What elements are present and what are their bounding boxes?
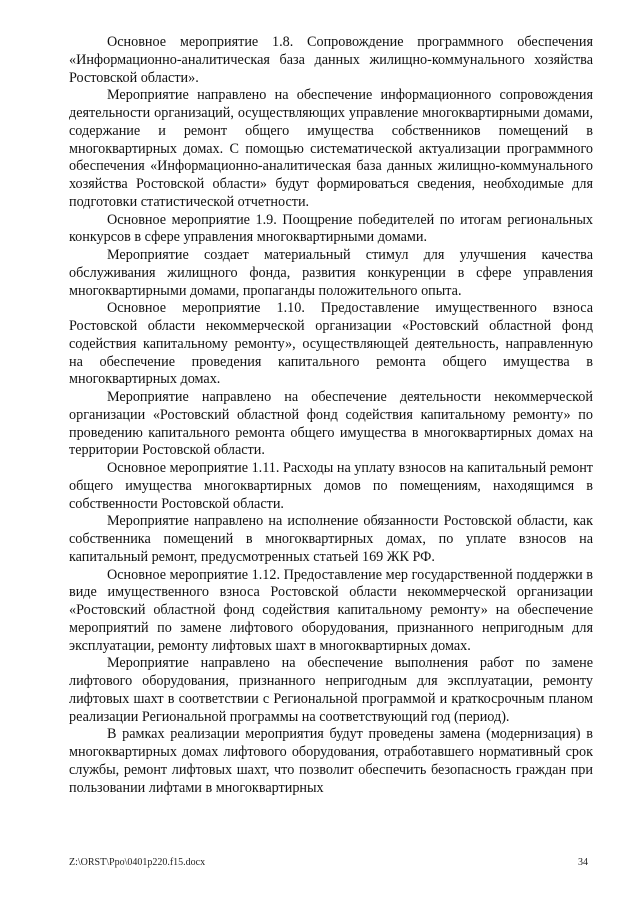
paragraph-measure-1-12-details: В рамках реализации мероприятия будут проведены замена (модернизация) в многоквартирных домах лифтового оборудования, отработавшего нормативный срок службы, ремонт лифтовых шахт, что позволит обеспечить безопасность граждан при пользовании лифтами в многоквартирных (69, 726, 593, 796)
paragraph-measure-1-11-description: Мероприятие направлено на исполнение обязанности Ростовской области, как собственника помещений в многоквартирных домах, по уплате взносов на капитальный ремонт, предусмотренных статьей 169 ЖК РФ. (69, 513, 593, 565)
paragraph-measure-1-8-description: Мероприятие направлено на обеспечение информационного сопровождения деятельности организаций, осуществляющих управление многоквартирными домами, содержание и ремонт общего имущества собственников помещений в многоквартирных домах. С помощью систематической актуализации программного обеспечения «Информационно-аналитическая база данных жилищно-коммунального хозяйства Ростовской области» будут формироваться сведения, необходимые для подготовки статистической отчетности. (69, 87, 593, 210)
paragraph-measure-1-12-description: Мероприятие направлено на обеспечение выполнения работ по замене лифтового оборудования, признанного непригодным для эксплуатации, ремонту лифтовых шахт в соответствии с Региональной программой и краткосрочным планом реализации Региональной программы на соответствующий год (период). (69, 655, 593, 725)
paragraph-measure-1-9-description: Мероприятие создает материальный стимул для улучшения качества обслуживания жилищного фонда, развития конкуренции в сфере управления многоквартирными домами, пропаганды положительного опыта. (69, 247, 593, 299)
paragraph-measure-1-9: Основное мероприятие 1.9. Поощрение победителей по итогам региональных конкурсов в сфере управления многоквартирными домами. (69, 211, 593, 246)
paragraph-measure-1-12: Основное мероприятие 1.12. Предоставление мер государственной поддержки в виде имущественного взноса Ростовской области некоммерческой организации «Ростовский областной фонд содействия капитальному ремонту» на обеспечение мероприятий по замене лифтового оборудования, признанного непригодным для эксплуатации, ремонту лифтовых шахт в многоквартирных домах. (69, 566, 593, 654)
paragraph-measure-1-11: Основное мероприятие 1.11. Расходы на уплату взносов на капитальный ремонт общего имущества многоквартирных домов по помещениям, находящимся в собственности Ростовской области. (69, 460, 593, 512)
footer-file-path: Z:\ORST\Ppo\0401p220.f15.docx (69, 857, 206, 868)
paragraph-measure-1-8: Основное мероприятие 1.8. Сопровождение программного обеспечения «Информационно-аналитическая база данных жилищно-коммунального хозяйства Ростовской области». (69, 34, 593, 86)
page-number: 34 (578, 857, 588, 868)
paragraph-measure-1-10-description: Мероприятие направлено на обеспечение деятельности некоммерческой организации «Ростовский областной фонд содействия капитальному ремонту» по проведению капитального ремонта общего имущества в многоквартирных домах на территории Ростовской области. (69, 389, 593, 459)
document-body (69, 34, 593, 797)
paragraph-measure-1-10: Основное мероприятие 1.10. Предоставление имущественного взноса Ростовской области некоммерческой организации «Ростовский областной фонд содействия капитальному ремонту», осуществляющей деятельность, направленную на обеспечение проведения капитального ремонта общего имущества в многоквартирных домах. (69, 300, 593, 388)
